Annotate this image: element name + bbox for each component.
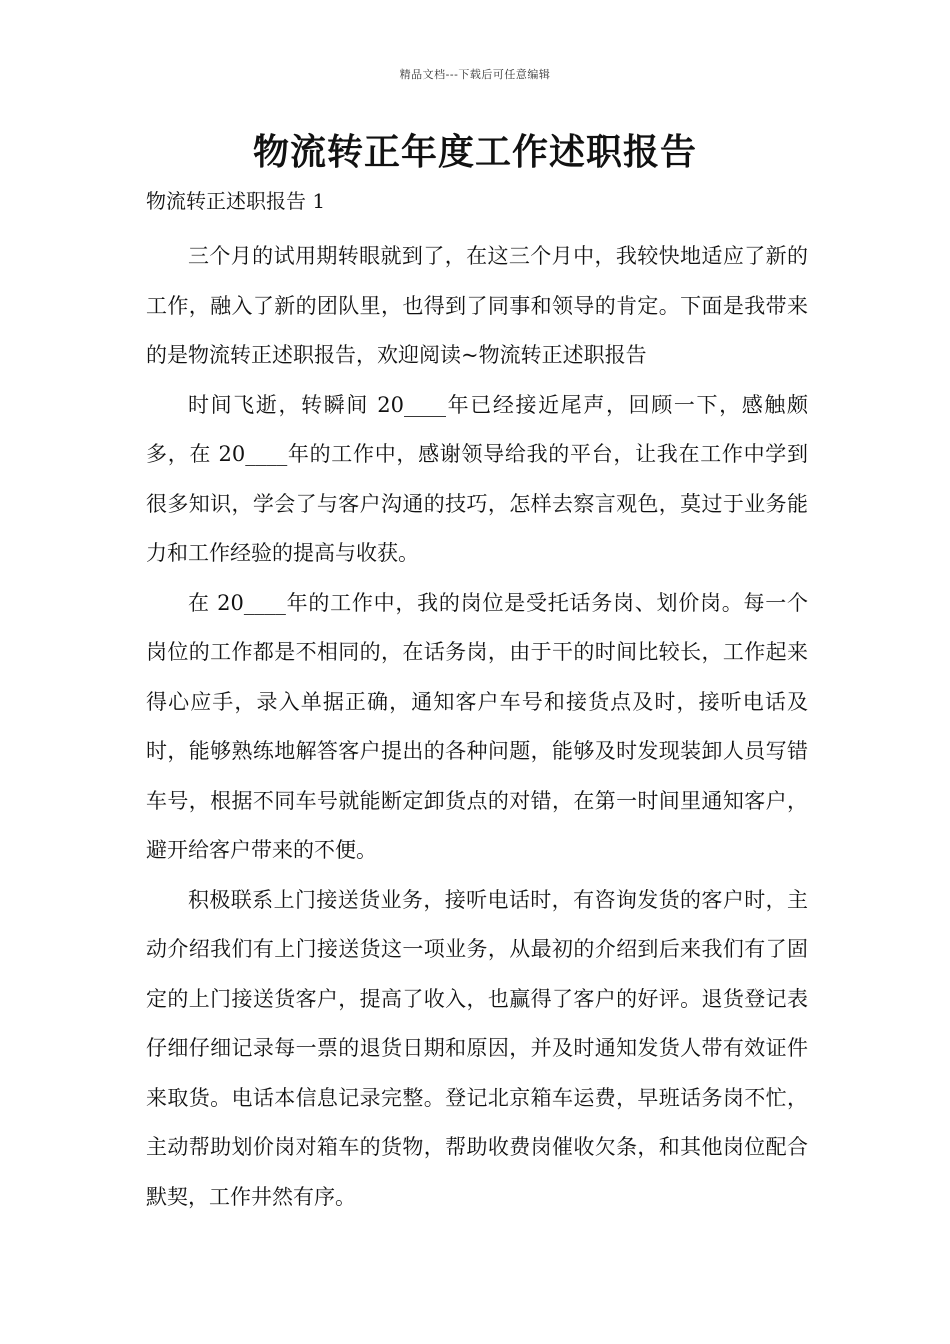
document-body (146, 232, 808, 1222)
paragraph: 时间飞逝，转瞬间 20____年已经接近尾声，回顾一下，感触颇多，在 20____年的工作中，感谢领导给我的平台，让我在工作中学到很多知识，学会了与客户沟通的技巧，怎样去察言观色，莫过于业务能力和工作经验的提高与收获。 (146, 392, 808, 565)
header-note: 精品文档---下载后可任意编辑 (399, 68, 551, 81)
document-title: 物流转正年度工作述职报告 (252, 131, 697, 173)
section-subtitle: 物流转正述职报告 1 (146, 189, 326, 213)
paragraph: 在 20____年的工作中，我的岗位是受托话务岗、划价岗。每一个岗位的工作都是不相同的，在话务岗，由于干的时间比较长，工作起来得心应手，录入单据正确，通知客户车号和接货点及时，接听电话及时，能够熟练地解答客户提出的各种问题，能够及时发现装卸人员写错车号，根据不同车号就能断定卸货点的对错，在第一时间里通知客户，避开给客户带来的不便。 (146, 590, 808, 862)
paragraph: 三个月的试用期转眼就到了，在这三个月中，我较快地适应了新的工作，融入了新的团队里，也得到了同事和领导的肯定。下面是我带来的是物流转正述职报告，欢迎阅读~物流转正述职报告 (146, 244, 808, 367)
paragraph: 积极联系上门接送货业务，接听电话时，有咨询发货的客户时，主动介绍我们有上门接送货这一项业务，从最初的介绍到后来我们有了固定的上门接送货客户，提高了收入，也赢得了客户的好评。退货登记表仔细仔细记录每一票的退货日期和原因，并及时通知发货人带有效证件来取货。电话本信息记录完整。登记北京箱车运费，早班话务岗不忙，主动帮助划价岗对箱车的货物，帮助收费岗催收欠条，和其他岗位配合默契，工作井然有序。 (146, 887, 808, 1209)
